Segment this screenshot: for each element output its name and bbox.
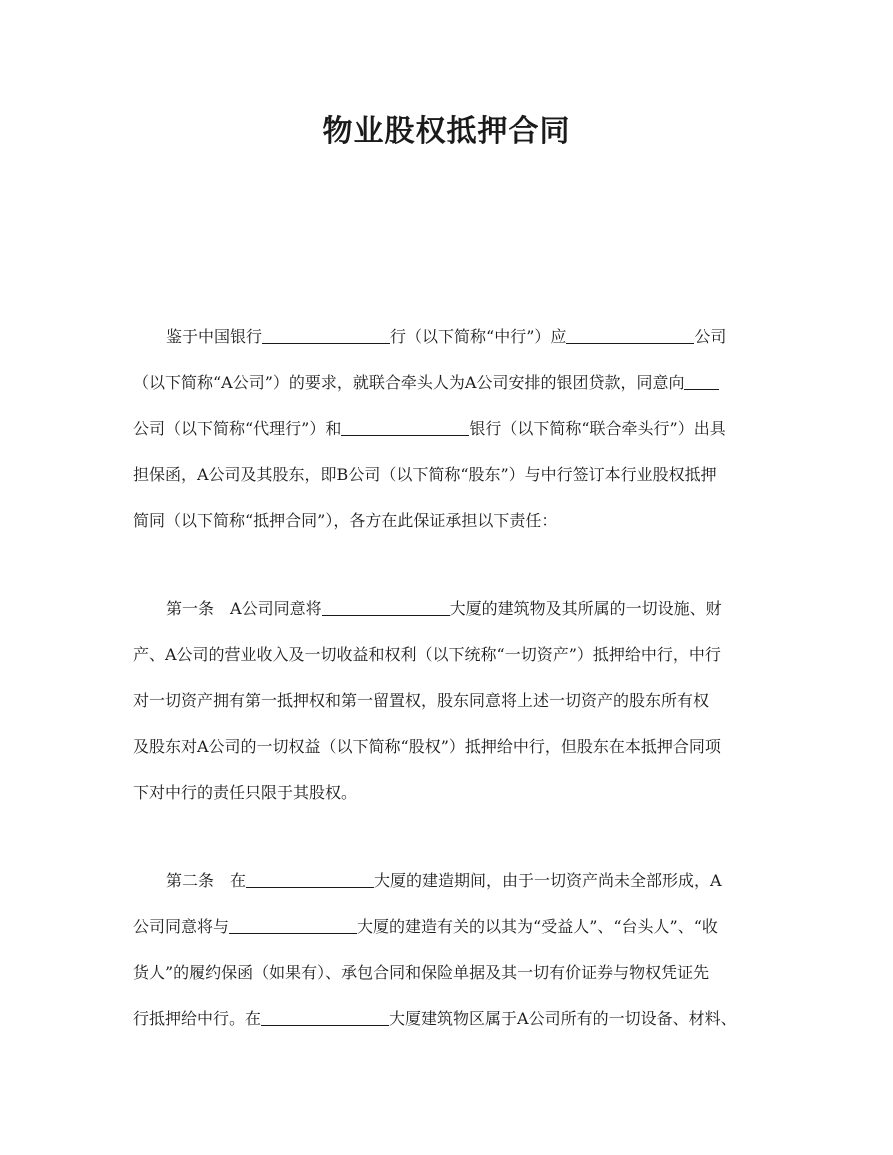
preamble-line-4: 担保函，A公司及其股东，即B公司（以下简称“股东”）与中行签订本行业股权抵押 xyxy=(133,465,717,484)
preamble-line-3 xyxy=(133,417,765,463)
preamble-line-1 xyxy=(133,325,765,371)
article-text: A公司同意将 xyxy=(230,599,322,618)
article-label: 第二条 xyxy=(166,871,215,890)
article-2-line-1 xyxy=(133,869,765,915)
article-2-line-2 xyxy=(133,915,765,961)
preamble-line-2 xyxy=(133,371,765,417)
article-1-line-2: 产、A公司的营业收入及一切收益和权利（以下统称“一切资产”）抵押给中行，中行 xyxy=(133,645,721,664)
article-2-line-3: 货人”的履约保函（如果有）、承包合同和保险单据及其一切有价证券与物权凭证先 xyxy=(133,963,710,982)
blank-field[interactable] xyxy=(322,597,450,616)
article-1-line-1 xyxy=(133,597,765,643)
article-2-line-4 xyxy=(133,1007,765,1053)
blank-field[interactable] xyxy=(229,915,357,934)
article-text: 在 xyxy=(230,871,247,890)
article-text: 行抵押给中行。在 xyxy=(133,1009,262,1028)
blank-field[interactable] xyxy=(341,417,469,436)
article-1-line-4: 及股东对A公司的一切权益（以下简称“股权”）抵押给中行，但股东在本抵押合同项 xyxy=(133,737,721,756)
document-title: 物业股权抵押合同 xyxy=(322,114,571,149)
article-1-line-5: 下对中行的责任只限于其股权。 xyxy=(133,783,358,802)
preamble-text: （以下简称“A公司”）的要求，就联合牵头人为A公司安排的银团贷款，同意向 xyxy=(133,373,685,392)
blank-field[interactable] xyxy=(246,869,374,888)
preamble-text: 鉴于中国银行 xyxy=(166,327,263,346)
preamble-text: 公司（以下简称“代理行”）和 xyxy=(133,419,342,438)
blank-field[interactable] xyxy=(684,371,719,390)
preamble-text: 公司 xyxy=(694,327,727,346)
article-text: 大厦的建造期间，由于一切资产尚未全部形成，A xyxy=(374,871,722,890)
article-text: 公司同意将与 xyxy=(133,917,230,936)
article-text: 大厦建筑物区属于A公司所有的一切设备、材料、 xyxy=(389,1009,737,1028)
article-2-paragraph xyxy=(133,869,765,1053)
article-text: 大厦的建筑物及其所属的一切设施、财 xyxy=(449,599,722,618)
article-1-line-3: 对一切资产拥有第一抵押权和第一留置权，股东同意将上述一切资产的股东所有权 xyxy=(133,691,710,710)
preamble-line-5: 简同（以下简称“抵押合同”），各方在此保证承担以下责任： xyxy=(133,511,558,530)
preamble-text: 银行（以下简称“联合牵头行”）出具 xyxy=(469,419,726,438)
article-1-paragraph xyxy=(133,597,765,827)
preamble-paragraph xyxy=(133,325,765,555)
blank-field[interactable] xyxy=(262,325,390,344)
article-text: 大厦的建造有关的以其为“受益人”、“台头人”、“收 xyxy=(357,917,718,936)
article-label: 第一条 xyxy=(166,599,215,618)
blank-field[interactable] xyxy=(566,325,694,344)
preamble-text: 行（以下简称“中行”）应 xyxy=(390,327,567,346)
blank-field[interactable] xyxy=(261,1007,389,1026)
